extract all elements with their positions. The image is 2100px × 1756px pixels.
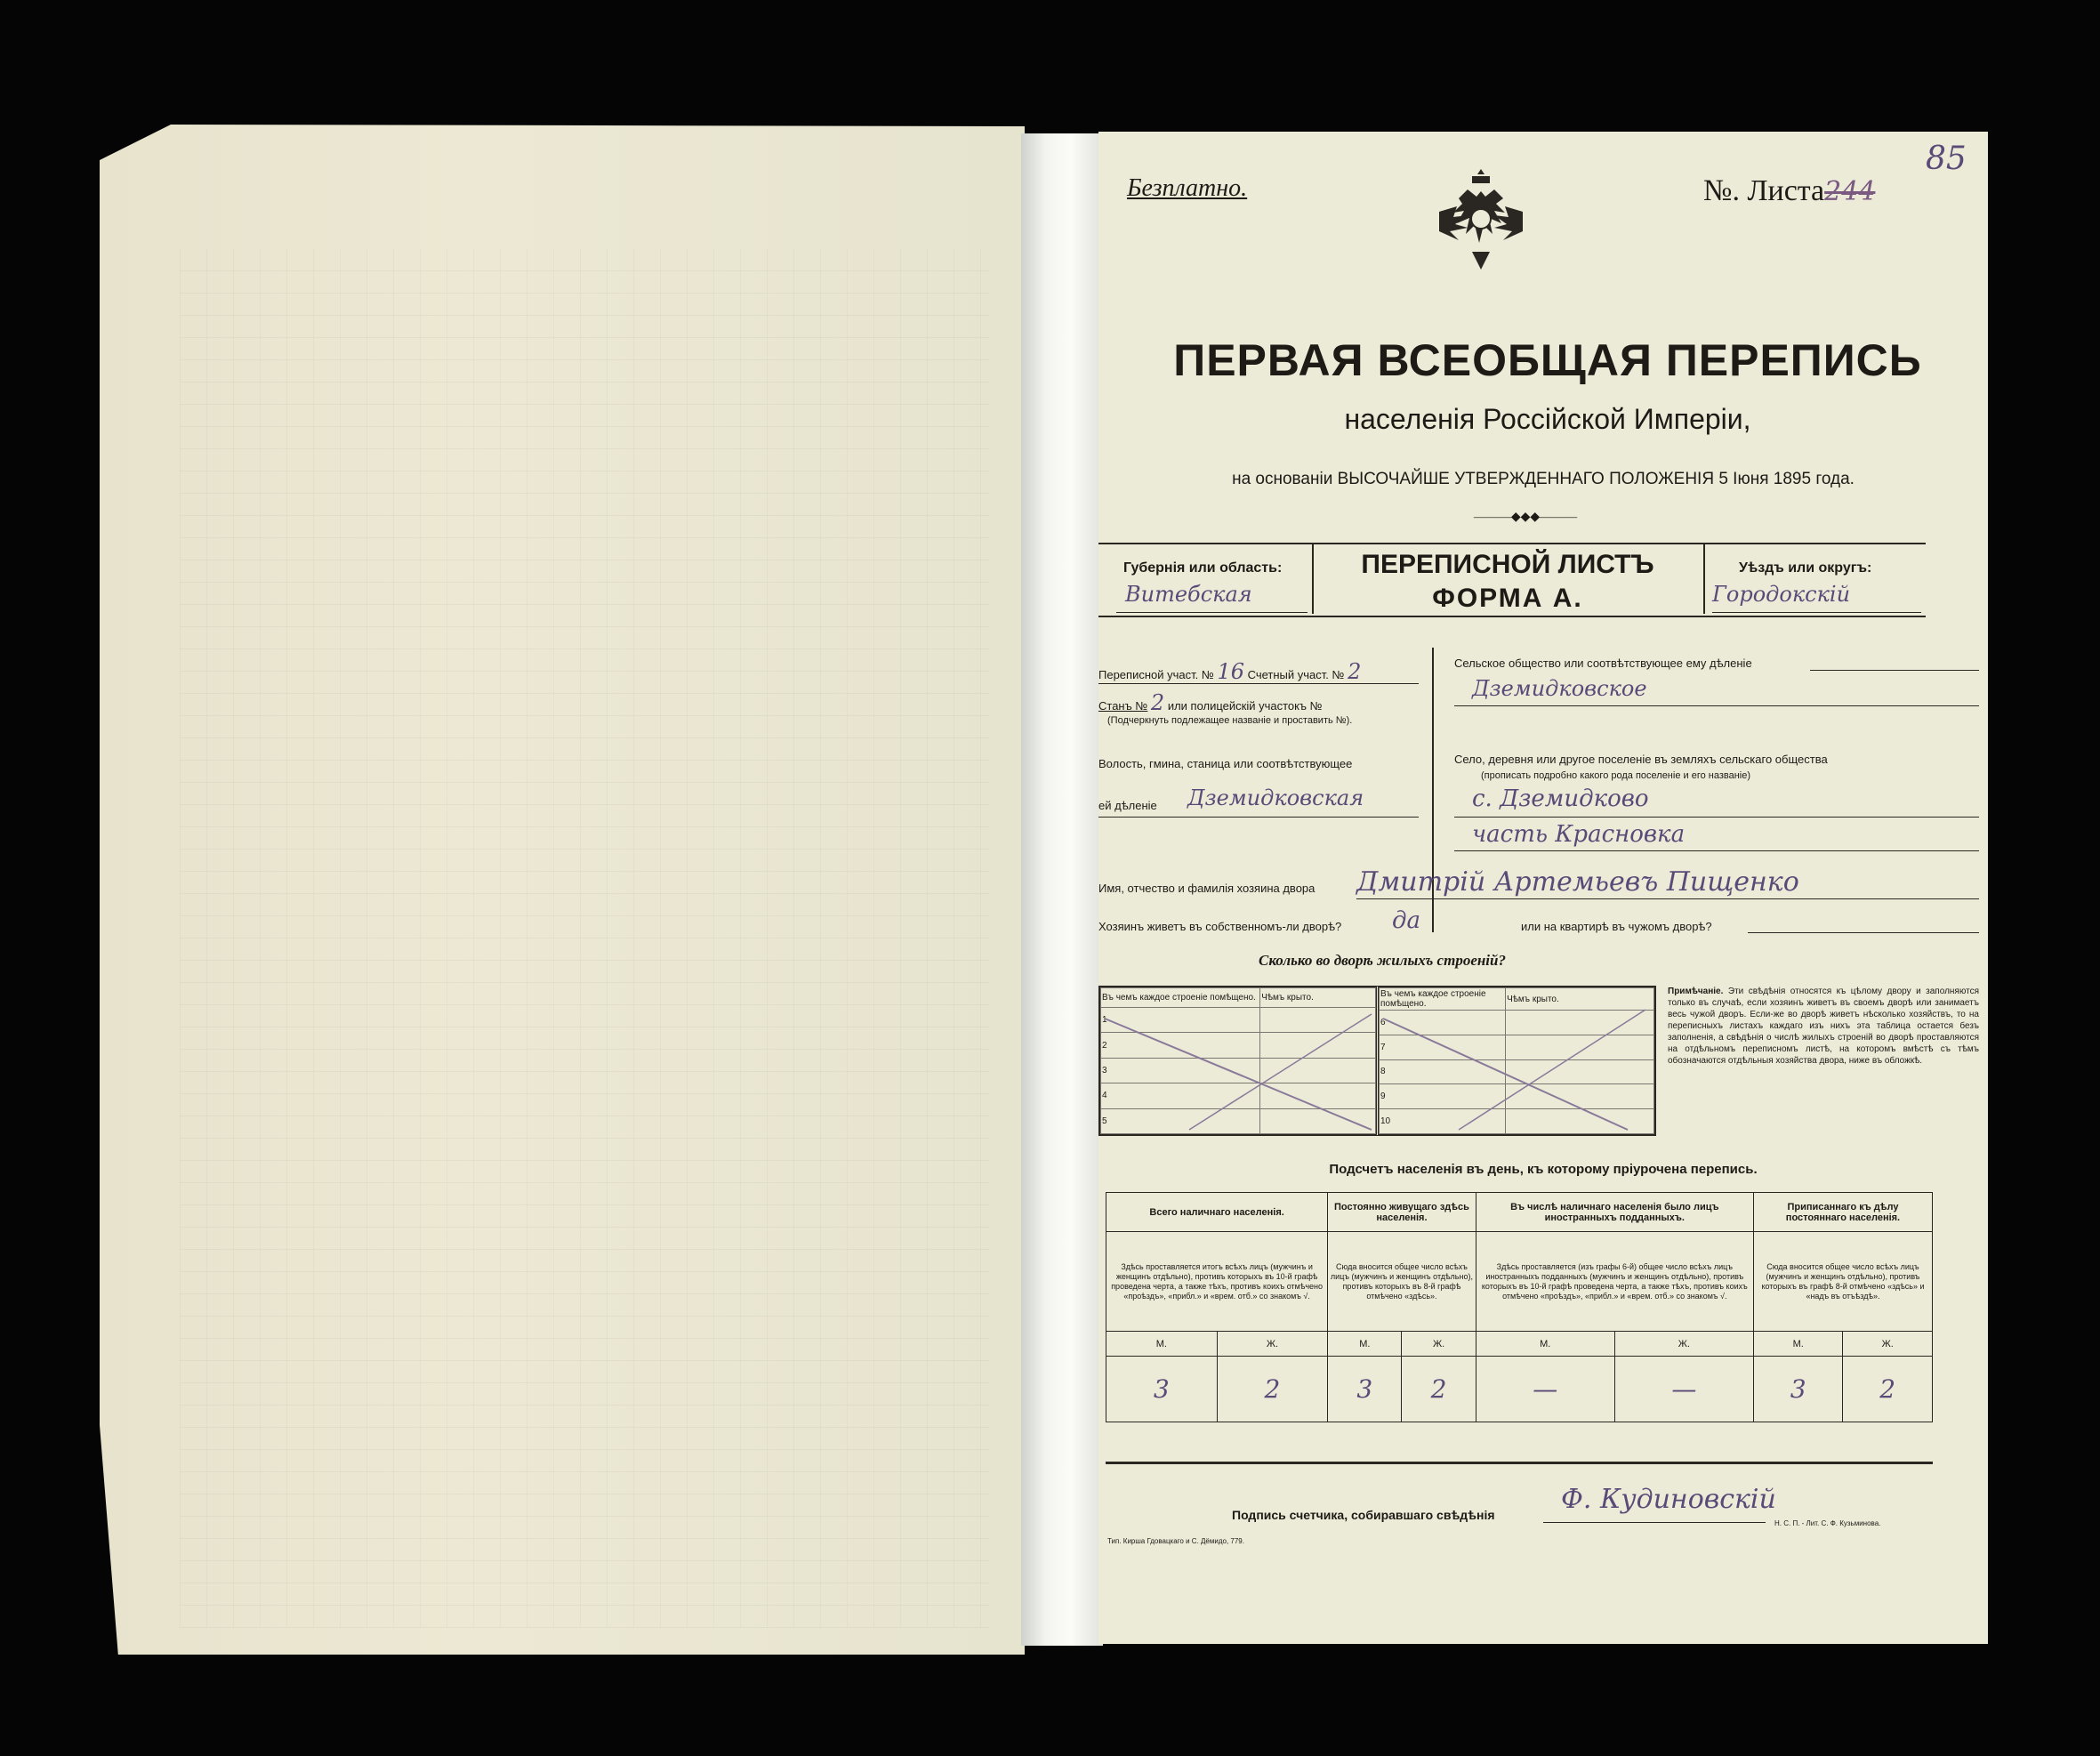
count-value: 3 xyxy=(1753,1357,1843,1422)
building-row: 8 xyxy=(1380,1059,1506,1084)
left-blank-page xyxy=(100,125,1025,1655)
col-building-header: Въ чемъ каждое строеніе помѣщено. xyxy=(1101,988,1260,1008)
book-gutter xyxy=(1021,133,1103,1646)
buildings-table-right xyxy=(1376,986,1656,1136)
printer-right: Н. С. П. - Лит. С. Ф. Кузьминова. xyxy=(1774,1519,1881,1527)
count-desc: Сюда вносится общее число всѣхъ лицъ (мужчинъ и женщинъ отдѣльно), противъ которыхъ въ 8-й графѣ отмѣчено «здѣсь». xyxy=(1328,1232,1476,1332)
sheet-number-label xyxy=(1703,174,1875,208)
female-col-header: Ж. xyxy=(1843,1332,1933,1357)
society-value: Дземидковское xyxy=(1472,676,1647,701)
census-district-field xyxy=(1098,659,1361,684)
population-count-table xyxy=(1106,1192,1933,1422)
male-col-header: М. xyxy=(1753,1332,1843,1357)
ornament-divider: ———◆◆◆——— xyxy=(1473,511,1578,524)
printer-left: Тип. Кирша Гдовацкаго и С. Дёмидо, 779. xyxy=(1107,1537,1244,1545)
count-title: Подсчетъ населенія въ день, къ которому пріурочена перепись. xyxy=(1329,1162,1758,1177)
male-col-header: М. xyxy=(1328,1332,1402,1357)
count-value: — xyxy=(1476,1357,1614,1422)
sheet-title: ПЕРЕПИСНОЙ ЛИСТЪ xyxy=(1361,550,1654,579)
count-value: 2 xyxy=(1217,1357,1328,1422)
census-district-value: 16 xyxy=(1217,659,1244,684)
main-title: ПЕРВАЯ ВСЕОБЩАЯ ПЕРЕПИСЬ xyxy=(1173,335,1922,385)
residence-value: да xyxy=(1392,907,1420,934)
province-label: Губернія или область: xyxy=(1123,560,1283,576)
count-value: 2 xyxy=(1843,1357,1933,1422)
building-row: 3 xyxy=(1101,1058,1260,1083)
strike-lines-left xyxy=(1100,987,1376,1134)
note-title: Примѣчаніе. xyxy=(1668,987,1724,996)
count-value: 2 xyxy=(1402,1357,1476,1422)
basis-line: на основаніи ВЫСОЧАЙШЕ УТВЕРЖДЕННАГО ПОЛОЖЕНІЯ 5 Іюня 1895 года. xyxy=(1232,470,1855,488)
stan-field xyxy=(1098,690,1323,715)
building-row: 5 xyxy=(1101,1108,1260,1133)
owner-value: Дмитрій Артемьевъ Пищенко xyxy=(1356,866,1799,898)
count-value: 3 xyxy=(1106,1357,1218,1422)
district-label: Уѣздъ или округъ: xyxy=(1739,560,1872,576)
corner-number: 85 xyxy=(1926,141,1967,177)
province-value: Витебская xyxy=(1125,582,1252,607)
stan-value: 2 xyxy=(1150,690,1165,715)
census-district-label: Переписной участ. № xyxy=(1098,668,1214,681)
sheet-label: №. Листа xyxy=(1703,174,1825,207)
free-label: Безплатно. xyxy=(1127,174,1248,202)
police-label: или полицейскій участокъ № xyxy=(1167,699,1323,713)
strike-lines-right xyxy=(1379,987,1654,1134)
volost-label: Волость, гмина, станица или соотвѣтствующее xyxy=(1098,757,1353,770)
subtitle: населенія Россійской Имперіи, xyxy=(1344,403,1751,435)
building-row: 9 xyxy=(1380,1084,1506,1109)
residence-label: Хозяинъ живетъ въ собственномъ-ли дворѣ? xyxy=(1098,920,1342,933)
building-row: 1 xyxy=(1101,1008,1260,1033)
female-col-header: Ж. xyxy=(1402,1332,1476,1357)
double-headed-eagle-emblem xyxy=(1432,167,1530,274)
count-value: 3 xyxy=(1328,1357,1402,1422)
count-header-registered: Приписаннаго къ дѣлу постояннаго населенія. xyxy=(1753,1193,1932,1232)
society-label: Сельское общество или соотвѣтствующее ему дѣленіе xyxy=(1454,656,1752,670)
counting-district-label: Счетный участ. № xyxy=(1247,668,1345,681)
volost-value: Дземидковская xyxy=(1187,785,1364,810)
building-row: 6 xyxy=(1380,1011,1506,1035)
count-header-resident: Постоянно живущаго здѣсь населенія. xyxy=(1328,1193,1476,1232)
left-page-faint-grid xyxy=(180,249,989,1628)
counting-district-value: 2 xyxy=(1348,659,1362,684)
village-note: (прописать подробно какого рода поселеніе и его названіе) xyxy=(1481,770,1751,781)
village-value-2: часть Красновка xyxy=(1472,821,1686,848)
count-header-present: Всего наличнаго населенія. xyxy=(1106,1193,1328,1232)
buildings-table-left xyxy=(1098,986,1377,1136)
census-form-page xyxy=(1098,132,1988,1644)
note-block xyxy=(1668,986,1979,1067)
col-roof-header: Чѣмъ крыто. xyxy=(1260,988,1376,1008)
village-label: Село, деревня или другое поселеніе въ земляхъ сельскаго общества xyxy=(1454,753,1828,766)
form-name: ФОРМА А. xyxy=(1432,584,1583,613)
stan-label: Станъ № xyxy=(1098,699,1148,713)
female-col-header: Ж. xyxy=(1217,1332,1328,1357)
female-col-header: Ж. xyxy=(1614,1332,1753,1357)
building-row: 10 xyxy=(1380,1109,1506,1134)
male-col-header: М. xyxy=(1476,1332,1614,1357)
signature-label: Подпись счетчика, собиравшаго свѣдѣнія xyxy=(1232,1508,1495,1522)
count-value: — xyxy=(1614,1357,1753,1422)
count-desc: Здѣсь проставляется итогъ всѣхъ лицъ (мужчинъ и женщинъ отдѣльно), противъ которыхъ въ 10-й графѣ проведена черта, а также тѣхъ, противъ коихъ отмѣчено «проѣздъ», «прибл.» и «врем. отб.» со знакомъ √. xyxy=(1106,1232,1328,1332)
col-roof-header: Чѣмъ крыто. xyxy=(1506,988,1654,1011)
owner-label: Имя, отчество и фамилія хозяина двора xyxy=(1098,882,1316,895)
district-value: Городокскій xyxy=(1712,582,1851,607)
building-row: 4 xyxy=(1101,1083,1260,1108)
sheet-number: 244 xyxy=(1824,176,1876,207)
male-col-header: М. xyxy=(1106,1332,1218,1357)
count-header-foreign: Въ числѣ наличнаго населенія было лицъ иностранныхъ подданныхъ. xyxy=(1476,1193,1753,1232)
count-desc: Сюда вносится общее число всѣхъ лицъ (мужчинъ и женщинъ отдѣльно), противъ которыхъ въ графѣ 8-й отмѣчено «здѣсь» и «надъ въ отъѣздѣ». xyxy=(1753,1232,1932,1332)
count-desc: Здѣсь проставляется (изъ графы 6-й) общее число всѣхъ лицъ иностранныхъ подданныхъ (мужчинъ и женщинъ отдѣльно), противъ которыхъ въ 10-й графѣ проведена черта, а также тѣхъ, противъ коихъ отмѣчено «проѣздъ», «прибл.» и «врем. отб.» со знакомъ √. xyxy=(1476,1232,1753,1332)
village-value: с. Дземидково xyxy=(1472,785,1649,812)
building-row: 7 xyxy=(1380,1035,1506,1059)
col-building-header: Въ чемъ каждое строеніе помѣщено. xyxy=(1380,988,1506,1011)
volost-label-2: ей дѣленіе xyxy=(1098,799,1157,812)
buildings-label: Сколько во дворѣ жилыхъ строеній? xyxy=(1259,952,1506,969)
residence-label-2: или на квартирѣ въ чужомъ дворѣ? xyxy=(1521,920,1712,933)
signature-value: Ф. Кудиновскій xyxy=(1561,1484,1776,1515)
building-row: 2 xyxy=(1101,1033,1260,1058)
police-note: (Подчеркнуть подлежащее названіе и проставить №). xyxy=(1107,715,1353,726)
note-text: Эти свѣдѣнія относятся къ цѣлому двору и заполняются только въ случаѣ, если хозяинъ живетъ въ своемъ дворѣ или занимаетъ весь чужой дворъ. Если-же во дворѣ живетъ нѣсколько хозяйствъ, то на переписныхъ листахъ каждаго изъ нихъ эта таблица остается безъ заполненія, а свѣдѣнія о числѣ жилыхъ строеній во дворѣ проставляются на отдѣльномъ переписномъ листѣ, на которомъ вмѣстѣ съ тѣмъ обозначаются отдѣльныя хозяйства двора, ниже въ обложкѣ. xyxy=(1668,987,1979,1066)
